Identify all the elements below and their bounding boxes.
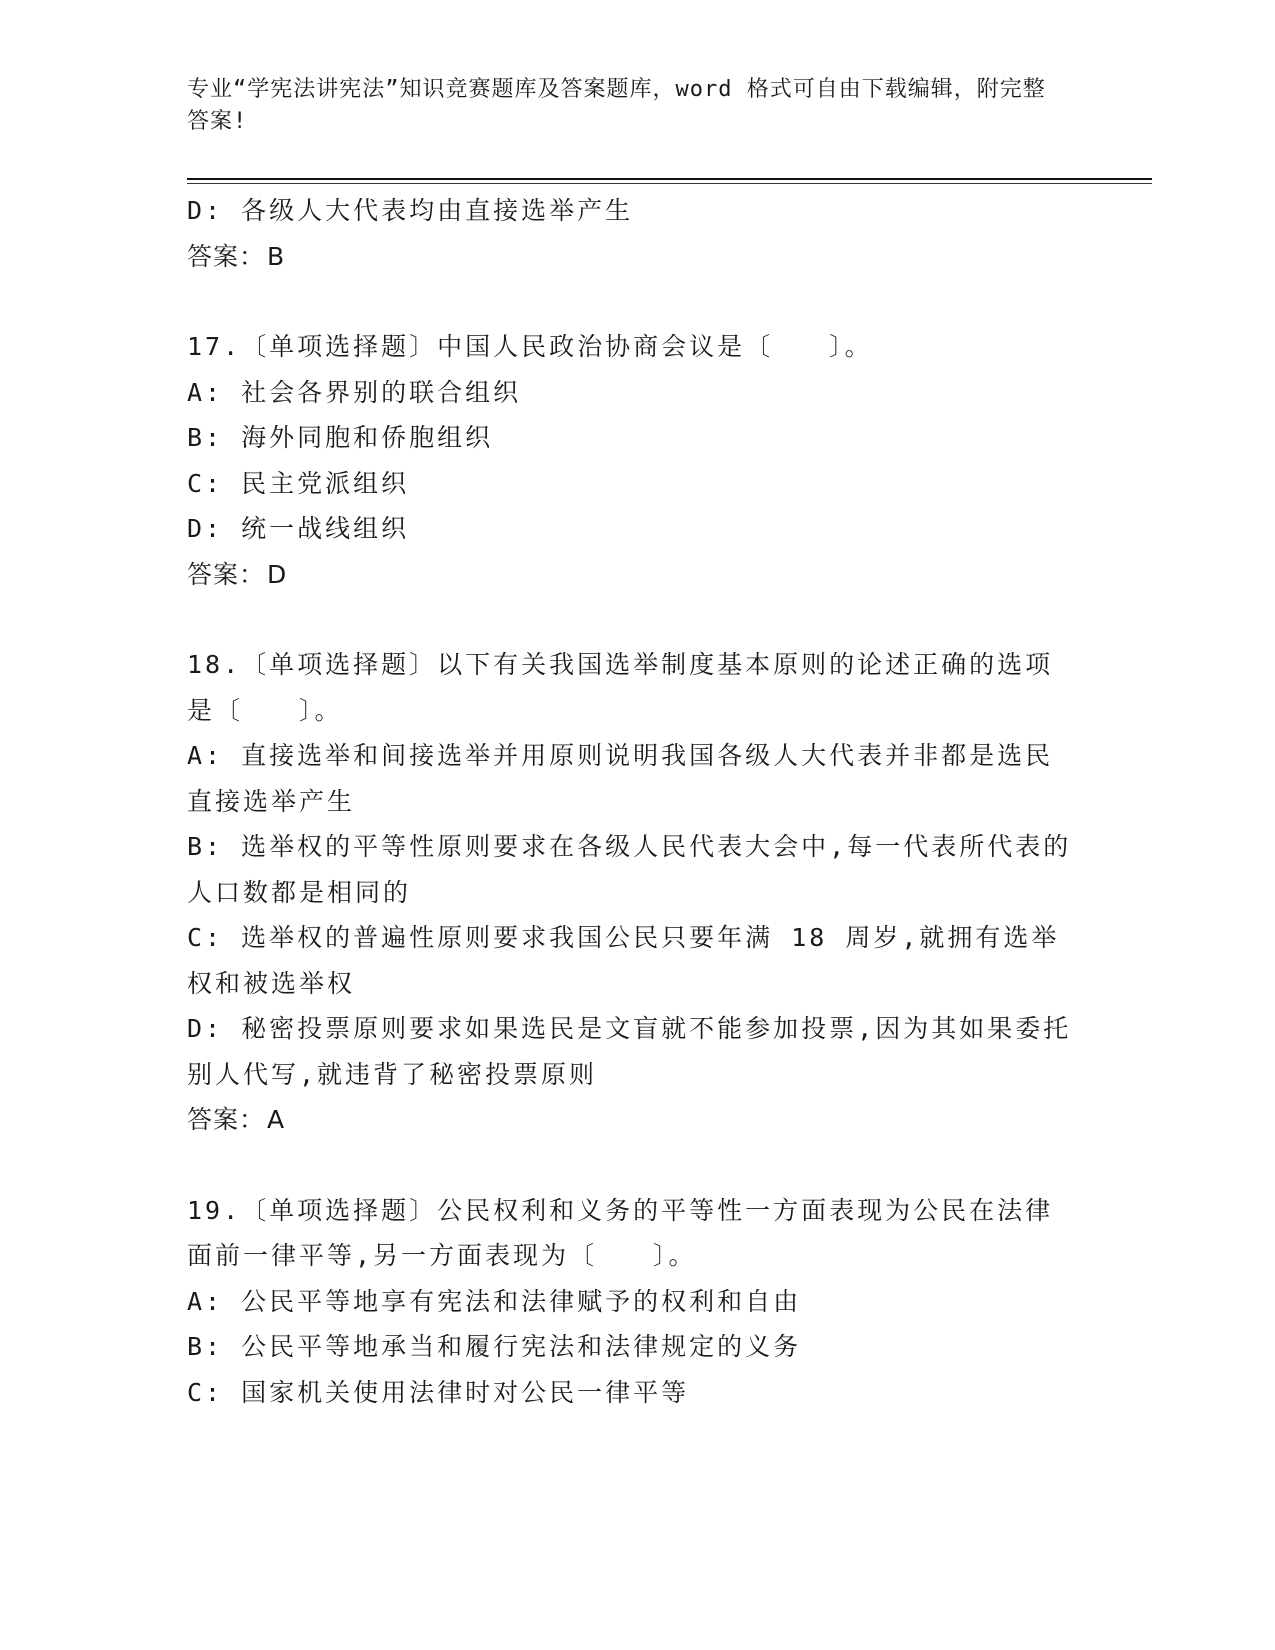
answer-value: B — [267, 241, 286, 271]
header-rule-thin — [187, 183, 1152, 184]
option-b: B: 选举权的平等性原则要求在各级人民代表大会中,每一代表所代表的人口数都是相同的 — [187, 832, 1072, 907]
answer-value: A — [267, 1105, 286, 1134]
question-stem: 18.〔单项选择题〕以下有关我国选举制度基本原则的论述正确的选项是〔 〕。 — [187, 650, 1054, 725]
option-d: D: 各级人大代表均由直接选举产生 — [187, 196, 634, 225]
question-stem: 17.〔单项选择题〕中国人民政治协商会议是〔 〕。 — [187, 332, 873, 361]
question-18 — [187, 642, 1077, 1143]
answer-label: 答案： — [187, 559, 266, 589]
question-content — [187, 188, 1077, 1415]
option-c: C: 国家机关使用法律时对公民一律平等 — [187, 1377, 690, 1407]
question-stem: 19.〔单项选择题〕公民权利和义务的平等性一方面表现为公民在法律面前一律平等,另一方面表现为〔 〕。 — [187, 1195, 1054, 1270]
option-a: A: 直接选举和间接选举并用原则说明我国各级人大代表并非都是选民直接选举产生 — [187, 741, 1054, 816]
answer-line — [187, 234, 1077, 280]
document-header: 专业“学宪法讲宪法”知识竞赛题库及答案题库，word 格式可自由下载编辑，附完整答案! — [187, 77, 1046, 134]
header-rule-thick — [187, 178, 1152, 180]
option-b: B: 海外同胞和侨胞组织 — [187, 423, 494, 452]
option-c: C: 民主党派组织 — [187, 468, 410, 498]
answer-line — [187, 1097, 1077, 1143]
option-b: B: 公民平等地承当和履行宪法和法律规定的义务 — [187, 1332, 802, 1361]
option-c: C: 选举权的普遍性原则要求我国公民只要年满 18 周岁,就拥有选举权和被选举权 — [187, 923, 1060, 998]
option-a: A: 公民平等地享有宪法和法律赋予的权利和自由 — [187, 1286, 802, 1316]
answer-label: 答案： — [187, 1105, 266, 1134]
answer-label: 答案： — [187, 241, 266, 271]
option-a: A: 社会各界别的联合组织 — [187, 377, 522, 407]
option-d: D: 秘密投票原则要求如果选民是文盲就不能参加投票,因为其如果委托别人代写,就违背了秘密投票原则 — [187, 1014, 1072, 1089]
question-17 — [187, 324, 1077, 597]
option-d: D: 统一战线组织 — [187, 514, 410, 543]
answer-line — [187, 552, 1077, 598]
answer-value: D — [267, 559, 288, 589]
question-19 — [187, 1188, 1077, 1416]
